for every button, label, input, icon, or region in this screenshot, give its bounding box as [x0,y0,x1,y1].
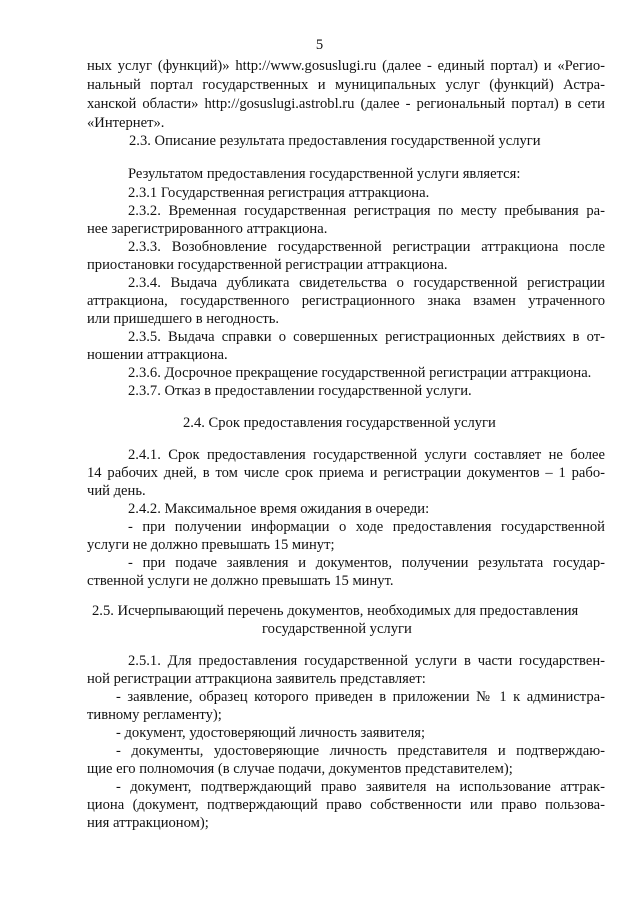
section-heading: государственной услуги [262,621,412,637]
section-heading: 2.5. Исчерпывающий перечень документов, необходимых для предоставления [92,603,579,619]
text-line: - заявление, образец которого приведен в приложении № 1 к администра- [116,689,605,705]
text-line: ственной услуги не должно превышать 15 минут. [87,573,394,589]
section-heading: 2.4. Срок предоставления государственной услуги [183,415,496,431]
text-line: 2.5.1. Для предоставления государственной услуги в части государствен- [128,653,605,669]
text-line: Результатом предоставления государственной услуги является: [128,166,521,182]
text-line: 2.4.2. Максимальное время ожидания в очереди: [128,501,430,517]
text-line: щие его полномочия (в случае подачи, документов представителем); [87,761,513,777]
text-line: 2.3.1 Государственная регистрация аттракциона. [128,185,430,201]
text-line: 14 рабочих дней, в том числе срок приема и регистрации документов – 1 рабо- [87,465,605,481]
text-line: ной регистрации аттракциона заявитель представляет: [87,671,426,687]
text-line: циона (документ, подтверждающий право собственности или право пользова- [87,797,605,813]
text-line: «Интернет». [87,115,165,131]
text-line: услуги не должно превышать 15 минут; [87,537,335,553]
text-line: нее зарегистрированного аттракциона. [87,221,328,237]
text-line: 2.3.7. Отказ в предоставлении государственной услуги. [128,383,472,399]
text-line: тивному регламенту); [87,707,222,723]
text-line: ния аттракционом); [87,815,209,831]
text-line: 2.3.5. Выдача справки о совершенных регистрационных действиях в от- [128,329,605,345]
text-line: ношении аттракциона. [87,347,228,363]
text-line: 2.3.6. Досрочное прекращение государственной регистрации аттракциона. [128,365,592,381]
text-line: 2.3.3. Возобновление государственной регистрации аттракциона после [128,239,605,255]
text-line: - документ, удостоверяющий личность заявителя; [116,725,426,741]
text-line: приостановки государственной регистрации аттракциона. [87,257,448,273]
text-line: нальный портал государственных и муниципальных услуг (функций) Астра- [87,77,605,93]
text-line: ных услуг (функций)» http://www.gosuslugi.ru (далее - единый портал) и «Регио- [87,58,605,74]
text-line: ханской области» http://gosuslugi.astrobl.ru (далее - региональный портал) в сети [87,96,605,112]
text-line: 2.4.1. Срок предоставления государственной услуги составляет не более [128,447,605,463]
section-heading: 2.3. Описание результата предоставления государственной услуги [129,133,541,149]
text-line: или пришедшего в негодность. [87,311,280,327]
text-line: 2.3.2. Временная государственная регистрация по месту пребывания ра- [128,203,605,219]
page-number: 5 [315,37,324,53]
text-line: 2.3.4. Выдача дубликата свидетельства о государственной регистрации [128,275,605,291]
text-line: аттракциона, государственного регистрационного знака взамен утраченного [87,293,605,309]
text-line: - документ, подтверждающий право заявителя на использование аттрак- [116,779,605,795]
text-line: - при получении информации о ходе предоставления государственной [128,519,605,535]
text-line: - при подаче заявления и документов, получении результата государ- [128,555,605,571]
text-line: чий день. [87,483,146,499]
text-line: - документы, удостоверяющие личность представителя и подтверждаю- [116,743,605,759]
